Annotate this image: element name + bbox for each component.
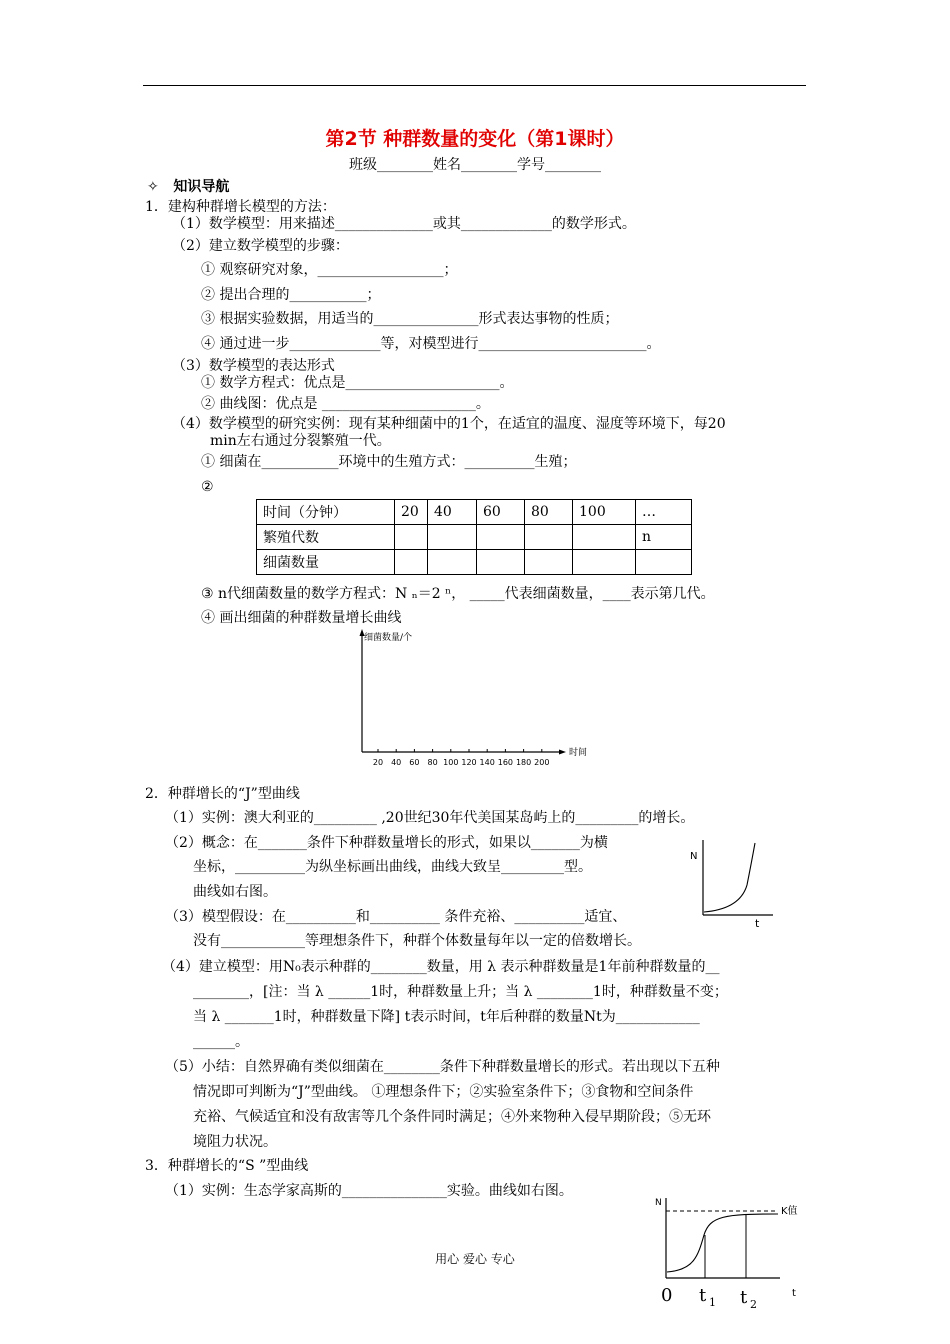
table-cell bbox=[395, 550, 428, 575]
bacteria-table bbox=[256, 499, 692, 575]
x-tick-label: 120 bbox=[461, 758, 477, 767]
q2-line5: （3）模型假设：在__________和__________ 条件充裕、__________适宜、 bbox=[165, 909, 627, 925]
y-axis-label: N bbox=[655, 1198, 662, 1208]
q3-line1: （1）实例：生态学家高斯的_______________实验。曲线如右图。 bbox=[165, 1183, 573, 1199]
t2-subscript: 2 bbox=[750, 1298, 757, 1311]
q1-line2: （2）建立数学模型的步骤： bbox=[172, 238, 349, 254]
section-nav-label: 知识导航 bbox=[173, 179, 230, 195]
page-title: 第2节 种群数量的变化（第1课时） bbox=[325, 128, 625, 150]
q1-line11: min左右通过分裂繁殖一代。 bbox=[210, 433, 391, 449]
q1-line10: （4）数学模型的研究实例：现有某种细菌中的1个，在适宜的温度、湿度等环境下，每20 bbox=[172, 416, 726, 432]
table-cell bbox=[428, 525, 477, 550]
table-row bbox=[257, 525, 692, 550]
q2-line1: （1）实例：澳大利亚的_________ ,20世纪30年代美国某岛屿上的_________的增长。 bbox=[165, 810, 695, 826]
q1-line12: ① 细菌在___________环境中的生殖方式：__________生殖； bbox=[201, 454, 577, 470]
table-cell: 60 bbox=[477, 500, 525, 525]
x-axis-label: 时间 bbox=[569, 748, 588, 758]
y-axis-label: 细菌数量/个 bbox=[364, 633, 413, 643]
q1-line6: ④ 通过进一步_____________等，对模型进行________________________。 bbox=[201, 336, 661, 352]
bacteria-growth-axes bbox=[350, 628, 600, 773]
q2-line14: 境阻力状况。 bbox=[193, 1134, 277, 1150]
x-axis-arrow-icon bbox=[559, 750, 566, 755]
x-tick-label: 80 bbox=[427, 758, 438, 767]
header-rule bbox=[143, 85, 806, 86]
table-row bbox=[257, 550, 692, 575]
table-cell: 100 bbox=[573, 500, 636, 525]
x-tick-label: 20 bbox=[372, 758, 384, 767]
section-nav bbox=[147, 178, 229, 196]
x-tick-label: 140 bbox=[479, 758, 495, 767]
table-cell bbox=[395, 525, 428, 550]
x-axis-label: t bbox=[755, 917, 760, 930]
q2-line12: 情况即可判断为“J”型曲线。 ①理想条件下；②实验室条件下；③食物和空间条件 bbox=[193, 1084, 694, 1100]
table-cell: … bbox=[636, 500, 692, 525]
table-cell bbox=[525, 550, 573, 575]
q2-line8: ________，[注：当 λ ______1时，种群数量上升；当 λ ________1时，种群数量不变； bbox=[193, 984, 728, 1000]
table-row bbox=[257, 500, 692, 525]
table-cell: 40 bbox=[428, 500, 477, 525]
table-cell: n bbox=[636, 525, 692, 550]
q1-line5: ③ 根据实验数据，用适当的_______________形式表达事物的性质； bbox=[201, 311, 619, 327]
t1-subscript: 1 bbox=[709, 1296, 716, 1309]
q2-line7: （4）建立模型：用N₀表示种群的________数量，用 λ 表示种群数量是1年前种群数量的__ bbox=[162, 959, 720, 975]
diamond-icon: ✧ bbox=[147, 179, 159, 195]
q2-line13: 充裕、气候适宜和没有敌害等几个条件同时满足；④外来物种入侵早期阶段；⑤无环 bbox=[193, 1109, 711, 1125]
table-cell bbox=[477, 550, 525, 575]
table-cell: 80 bbox=[525, 500, 573, 525]
table-cell: 时间（分钟） bbox=[257, 500, 395, 525]
q2-line9: 当 λ _______1时，种群数量下降] t表示时间，t年后种群的数量Nt为____________ bbox=[193, 1009, 700, 1025]
x-tick-label: 180 bbox=[515, 758, 532, 767]
q1-line4: ② 提出合理的___________； bbox=[201, 287, 381, 303]
q1-line9: ② 曲线图：优点是 ______________________。 bbox=[201, 396, 490, 412]
t1-label: t bbox=[699, 1285, 707, 1306]
table-cell bbox=[573, 525, 636, 550]
table-cell bbox=[477, 525, 525, 550]
x-tick-label: 40 bbox=[391, 758, 402, 767]
q2-title: 2．种群增长的“J”型曲线 bbox=[145, 786, 300, 802]
q2-line10: ______。 bbox=[193, 1034, 249, 1050]
table-cell: 繁殖代数 bbox=[257, 525, 395, 550]
q3-title: 3．种群增长的“S ”型曲线 bbox=[145, 1158, 309, 1174]
table-cell bbox=[573, 550, 636, 575]
j-curve bbox=[704, 843, 755, 912]
q1-line8: ① 数学方程式：优点是______________________。 bbox=[201, 375, 514, 391]
q1-line7: （3）数学模型的表达形式 bbox=[172, 358, 335, 374]
x-tick-label: 100 bbox=[443, 758, 459, 767]
q2-line2: （2）概念：在_______条件下种群数量增长的形式，如果以_______为横 bbox=[165, 835, 608, 851]
footer: 用心 爱心 专心 bbox=[435, 1252, 515, 1266]
q1-line3: ① 观察研究对象，__________________； bbox=[201, 262, 458, 278]
table-cell: 20 bbox=[395, 500, 428, 525]
j-curve-graph bbox=[685, 835, 780, 930]
table-cell bbox=[428, 550, 477, 575]
y-axis-label: N bbox=[690, 851, 698, 862]
x-axis-label: t bbox=[792, 1288, 796, 1299]
table-cell bbox=[636, 550, 692, 575]
q1-line1: （1）数学模型：用来描述______________或其_____________的数学形式。 bbox=[172, 216, 636, 232]
table-cell bbox=[525, 525, 573, 550]
q2-line4: 曲线如右图。 bbox=[193, 884, 277, 900]
q2-line6: 没有____________等理想条件下，种群个体数量每年以一定的倍数增长。 bbox=[193, 933, 641, 949]
q1-line13: ② bbox=[201, 479, 214, 495]
table-cell: 细菌数量 bbox=[257, 550, 395, 575]
origin-label: 0 bbox=[661, 1285, 673, 1306]
q1-title: 1．建构种群增长模型的方法： bbox=[145, 199, 336, 215]
x-tick-label: 60 bbox=[409, 758, 420, 767]
q1-line14: ③ n代细菌数量的数学方程式：N ₙ＝2 ⁿ， _____代表细菌数量，____表示第几代。 bbox=[201, 586, 715, 602]
t2-label: t bbox=[740, 1287, 748, 1308]
q2-line11: （5）小结：自然界确有类似细菌在________条件下种群数量增长的形式。若出现以下五种 bbox=[165, 1059, 720, 1075]
k-value-label: K值 bbox=[781, 1206, 798, 1217]
student-info-line: 班级________姓名________学号________ bbox=[349, 157, 601, 173]
q2-line3: 坐标，__________为纵坐标画出曲线，曲线大致呈_________型。 bbox=[193, 859, 592, 875]
x-tick-label: 200 bbox=[534, 758, 550, 767]
q1-line15: ④ 画出细菌的种群数量增长曲线 bbox=[201, 610, 402, 626]
x-tick-label: 160 bbox=[497, 758, 514, 767]
